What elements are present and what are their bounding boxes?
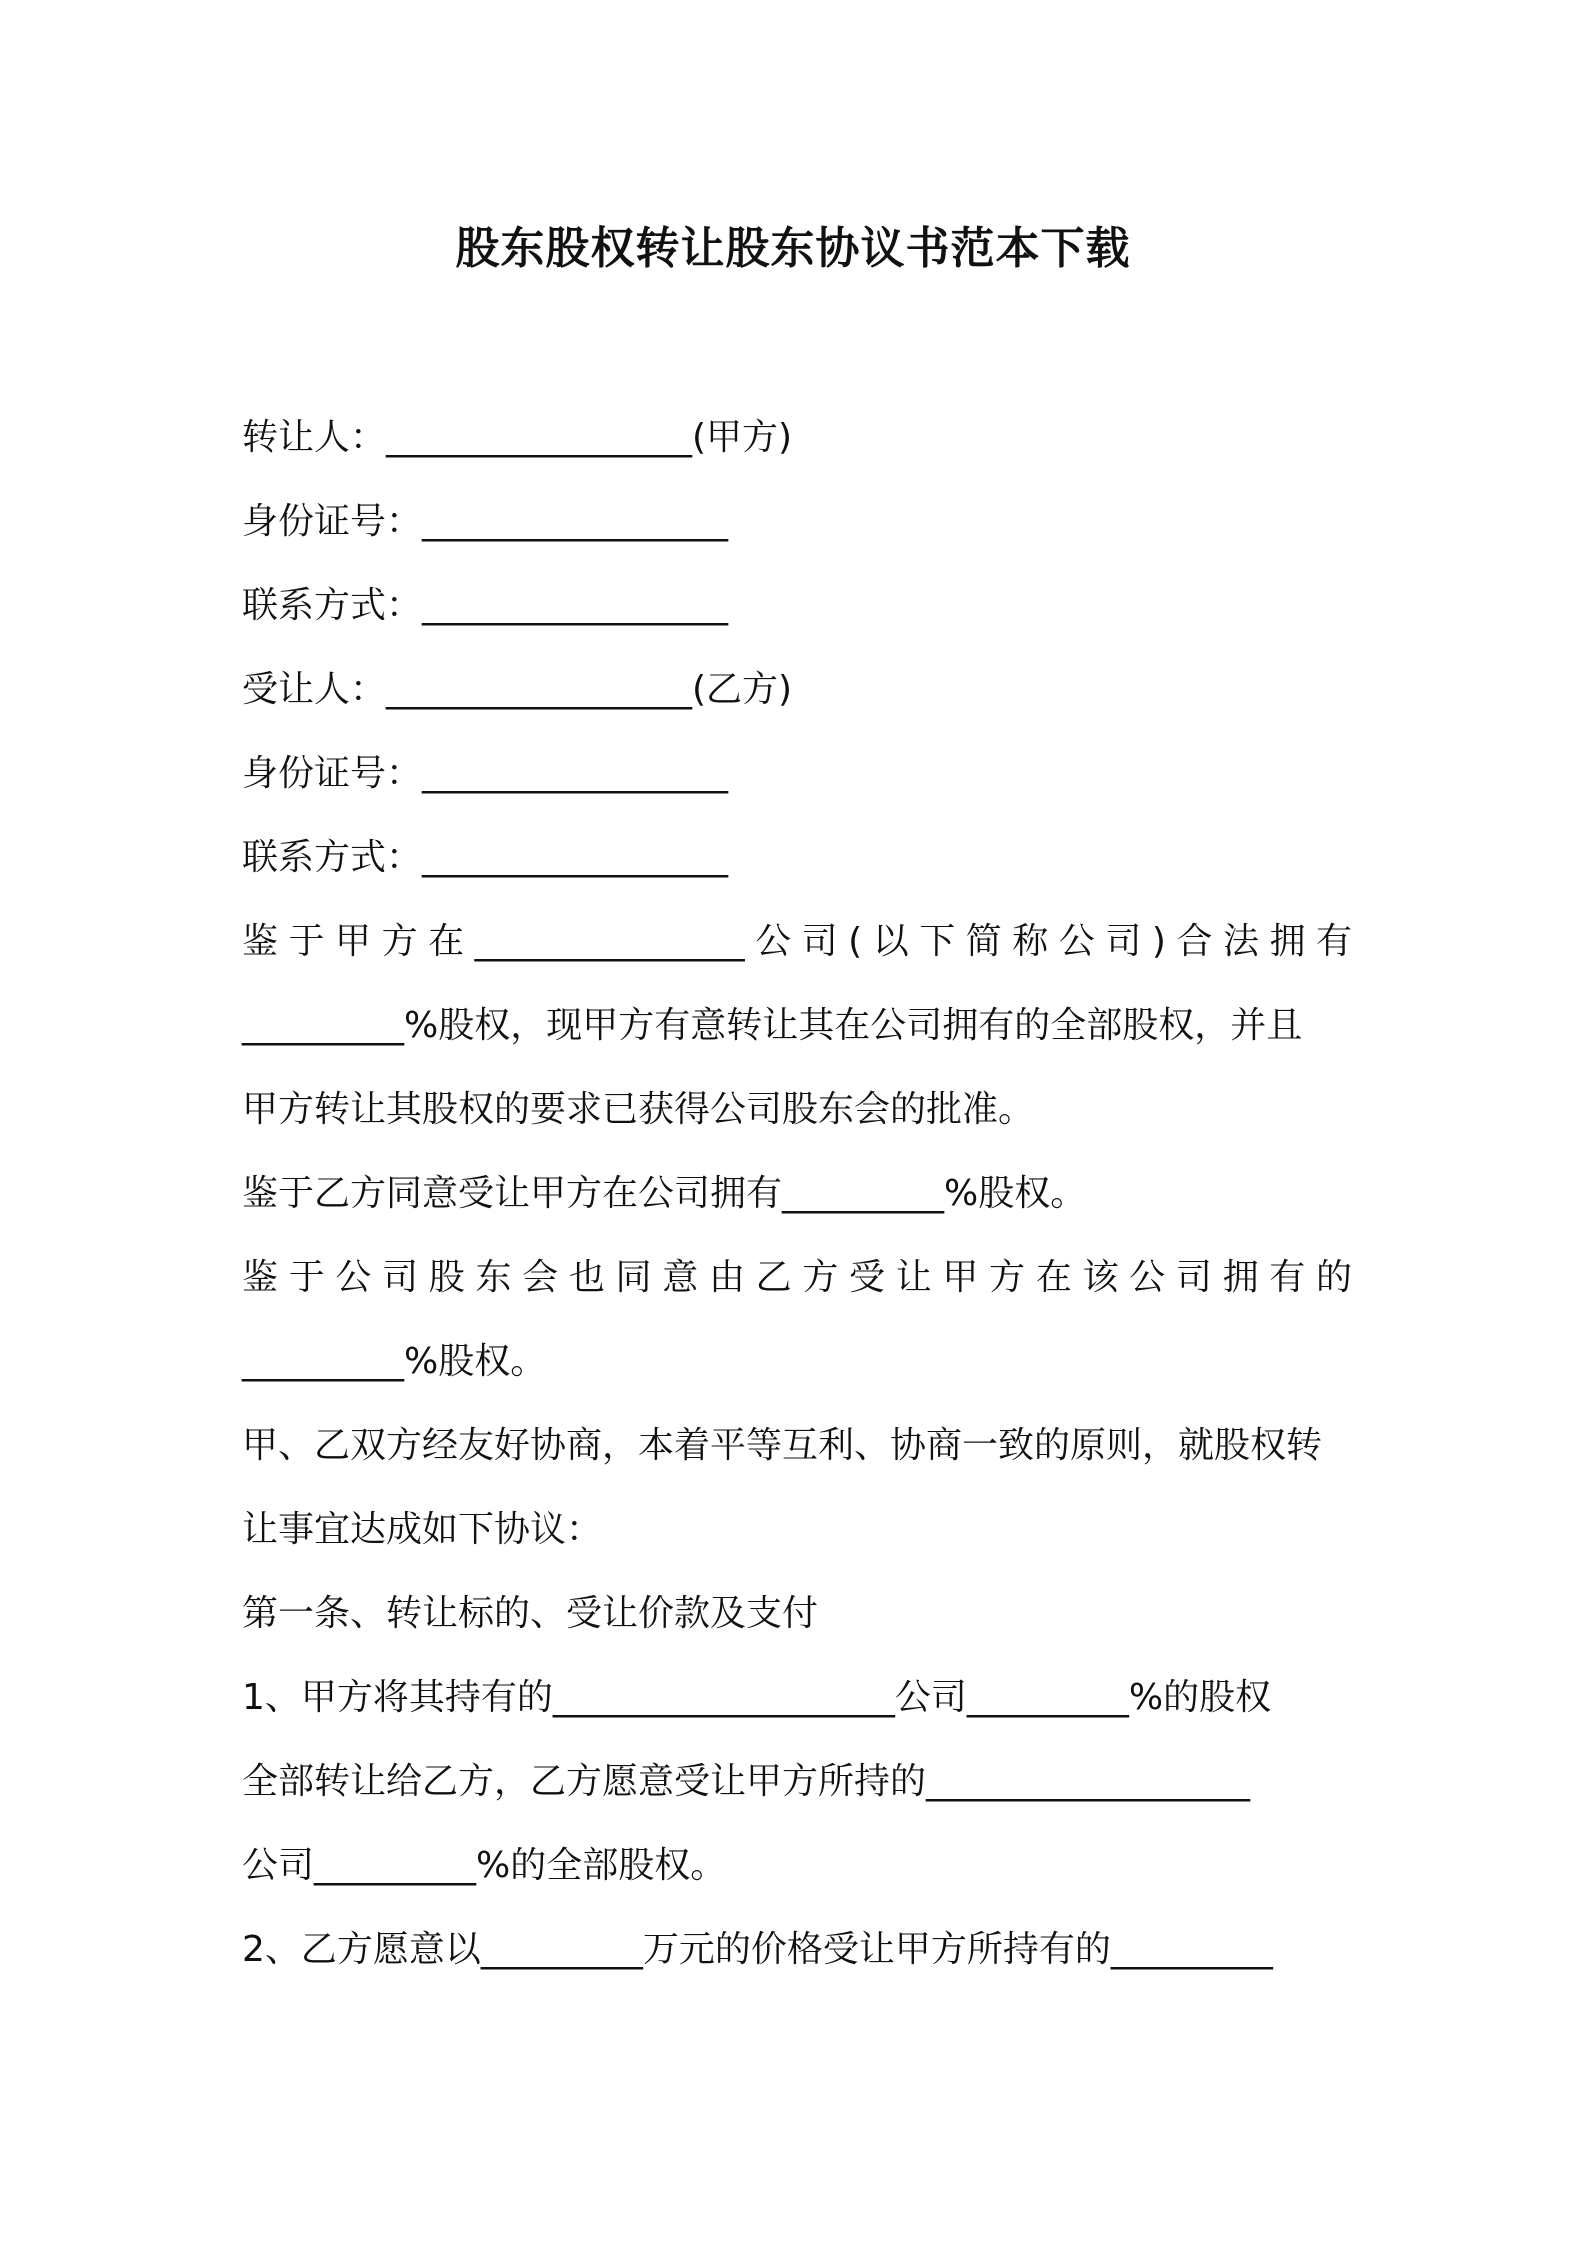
clause-line: 全部转让给乙方，乙方愿意受让甲方所持的__________________ <box>242 1761 1251 1802</box>
recital-paragraph-line: _________%股权，现甲方有意转让其在公司拥有的全部股权，并且 <box>242 1005 1303 1046</box>
recital-paragraph-line: 甲方转让其股权的要求已获得公司股东会的批准。 <box>242 1089 1035 1130</box>
recital-paragraph-line: 鉴于甲方在_______________公司(以下简称公司)合法拥有 <box>242 921 1352 962</box>
transferee-id-line: 身份证号：_________________ <box>242 753 729 794</box>
recital-paragraph-line: 鉴于公司股东会也同意由乙方受让甲方在该公司拥有的 <box>242 1257 1352 1298</box>
transferor-id-line: 身份证号：_________________ <box>242 501 729 542</box>
recital-paragraph-line: 鉴于乙方同意受让甲方在公司拥有_________%股权。 <box>242 1173 1087 1214</box>
recital-paragraph-line: _________%股权。 <box>242 1341 547 1382</box>
agreement-intro-line: 甲、乙双方经友好协商，本着平等互利、协商一致的原则，就股权转 <box>242 1425 1323 1466</box>
transferor-contact-line: 联系方式：_________________ <box>242 585 729 626</box>
clause-line: 1、甲方将其持有的___________________公司_________%的股权 <box>242 1677 1272 1718</box>
article-heading: 第一条、转让标的、受让价款及支付 <box>242 1593 819 1634</box>
clause-line: 2、乙方愿意以_________万元的价格受让甲方所持有的_________ <box>242 1929 1273 1970</box>
document-title: 股东股权转让股东协议书范本下载 <box>455 223 1131 274</box>
transferee-contact-line: 联系方式：_________________ <box>242 837 729 878</box>
transferee-line: 受让人：_________________(乙方) <box>242 669 793 710</box>
agreement-intro-line: 让事宜达成如下协议： <box>242 1509 603 1550</box>
transferor-line: 转让人：_________________(甲方) <box>242 417 793 458</box>
clause-line: 公司_________%的全部股权。 <box>242 1845 727 1886</box>
